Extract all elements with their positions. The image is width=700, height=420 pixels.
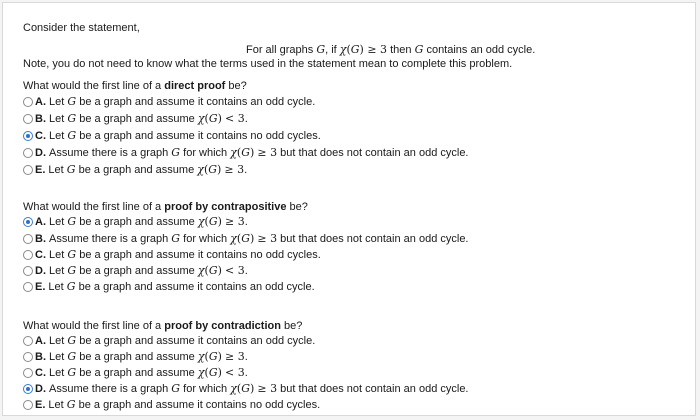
intro-text: Consider the statement, [23, 22, 140, 34]
option-text: Let G be a graph and assume it contains no odd cycles. [48, 398, 321, 411]
option-b[interactable] [23, 231, 469, 247]
option-letter: B. [35, 233, 46, 245]
statement-rel: ≥ 3 [363, 43, 388, 56]
option-letter: E. [35, 399, 46, 411]
prompt-pre: What would the first line of a [23, 80, 165, 92]
radio-button[interactable] [23, 352, 33, 362]
radio-button[interactable] [23, 266, 33, 276]
option-letter: B. [35, 351, 46, 363]
statement-rp: ) [359, 43, 364, 56]
option-b[interactable] [23, 111, 248, 127]
option-c[interactable] [23, 247, 321, 263]
radio-button[interactable] [23, 234, 33, 244]
option-d[interactable] [23, 263, 248, 279]
option-letter: A. [35, 96, 46, 108]
radio-button[interactable] [23, 368, 33, 378]
option-letter: C. [35, 130, 46, 142]
option-a[interactable] [23, 94, 315, 110]
prompt-pre: What would the first line of a [23, 320, 165, 332]
radio-button[interactable] [23, 400, 33, 410]
option-letter: C. [35, 249, 46, 261]
option-text: Let G be a graph and assume χ(G) < 3. [49, 112, 248, 125]
option-text: Let G be a graph and assume χ(G) < 3. [49, 366, 248, 379]
prompt-bold: proof by contradiction [164, 320, 281, 332]
option-e[interactable] [23, 397, 320, 413]
question-card [2, 2, 696, 416]
radio-button[interactable] [23, 97, 33, 107]
option-letter: A. [35, 335, 46, 347]
radio-button[interactable] [23, 217, 33, 227]
statement-mid1: , if [325, 44, 340, 56]
statement-text [246, 43, 535, 57]
option-text: Let G be a graph and assume it contains no odd cycles. [49, 248, 321, 261]
option-text: Let G be a graph and assume it contains an odd cycle. [48, 280, 315, 293]
option-e[interactable] [23, 162, 247, 178]
option-letter: E. [35, 164, 46, 176]
option-text: Let G be a graph and assume χ(G) < 3. [49, 264, 248, 277]
option-text: Assume there is a graph G for which χ(G) ≥ 3 but that does not contain an odd cycle. [49, 146, 469, 159]
statement-mid2: then [387, 44, 415, 56]
option-letter: D. [35, 265, 46, 277]
option-b[interactable] [23, 349, 248, 365]
option-d[interactable] [23, 381, 469, 397]
statement-g1: G [316, 43, 326, 56]
statement-chi: χ [339, 43, 347, 56]
prompt-bold: proof by contrapositive [164, 201, 287, 213]
option-letter: A. [35, 216, 46, 228]
option-letter: D. [35, 383, 46, 395]
question-prompt [23, 79, 247, 93]
option-text: Let G be a graph and assume χ(G) ≥ 3. [49, 215, 248, 228]
prompt-post: be? [225, 80, 247, 92]
option-letter: D. [35, 147, 46, 159]
prompt-pre: What would the first line of a [23, 201, 165, 213]
prompt-bold: direct proof [164, 80, 226, 92]
statement-pre: For all graphs [246, 44, 317, 56]
option-c[interactable] [23, 365, 248, 381]
option-a[interactable] [23, 214, 248, 230]
radio-button[interactable] [23, 282, 33, 292]
option-letter: C. [35, 367, 46, 379]
radio-button[interactable] [23, 384, 33, 394]
option-letter: B. [35, 113, 46, 125]
option-letter: E. [35, 281, 46, 293]
option-text: Let G be a graph and assume it contains an odd cycle. [49, 334, 316, 347]
statement-g2: G [350, 43, 360, 56]
option-text: Let G be a graph and assume it contains no odd cycles. [49, 129, 321, 142]
radio-button[interactable] [23, 250, 33, 260]
prompt-post: be? [286, 201, 308, 213]
option-text: Let G be a graph and assume χ(G) ≥ 3. [49, 350, 248, 363]
option-e[interactable] [23, 279, 315, 295]
radio-button[interactable] [23, 336, 33, 346]
question-prompt [23, 200, 308, 214]
note-text: Note, you do not need to know what the terms used in the statement mean to complete this problem. [23, 58, 513, 70]
prompt-post: be? [280, 320, 303, 332]
option-text: Let G be a graph and assume it contains an odd cycle. [49, 95, 316, 108]
option-text: Let G be a graph and assume χ(G) ≥ 3. [48, 163, 248, 176]
option-d[interactable] [23, 145, 469, 161]
statement-g3: G [414, 43, 424, 56]
radio-button[interactable] [23, 131, 33, 141]
question-prompt [23, 319, 302, 333]
option-c[interactable] [23, 128, 321, 144]
option-text: Assume there is a graph G for which χ(G) ≥ 3 but that does not contain an odd cycle. [49, 382, 469, 395]
radio-button[interactable] [23, 148, 33, 158]
statement-post: contains an odd cycle. [423, 44, 536, 56]
statement-lp: ( [346, 43, 351, 56]
radio-button[interactable] [23, 165, 33, 175]
radio-button[interactable] [23, 114, 33, 124]
option-a[interactable] [23, 333, 315, 349]
option-text: Assume there is a graph G for which χ(G) ≥ 3 but that does not contain an odd cycle. [49, 232, 469, 245]
